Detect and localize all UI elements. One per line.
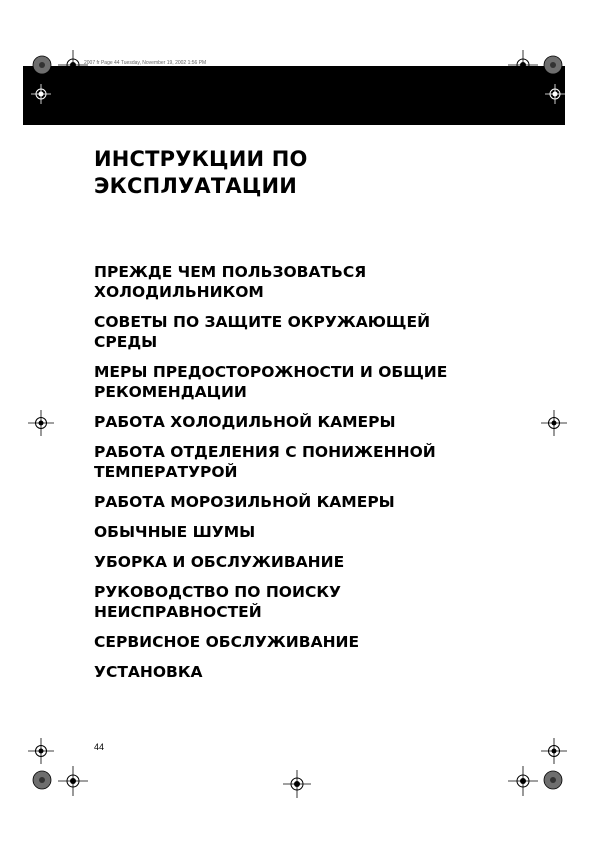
toc-item-line: СОВЕТЫ ПО ЗАЩИТЕ ОКРУЖАЮЩЕЙ <box>94 313 431 331</box>
toc-item-precautions <box>94 362 447 402</box>
registration-crosshair-icon <box>541 738 567 764</box>
registration-gray-disc-icon <box>31 769 53 791</box>
toc-item-line: РАБОТА МОРОЗИЛЬНОЙ КАМЕРЫ <box>94 493 395 511</box>
toc-item-line: МЕРЫ ПРЕДОСТОРОЖНОСТИ И ОБЩИЕ <box>94 363 448 381</box>
registration-crosshair-icon <box>508 766 538 796</box>
registration-inverted-crosshair-icon <box>545 84 565 104</box>
toc-item-line: НЕИСПРАВНОСТЕЙ <box>94 603 262 621</box>
registration-crosshair-icon <box>58 50 88 80</box>
toc-item-line: РАБОТА ХОЛОДИЛЬНОЙ КАМЕРЫ <box>94 413 396 431</box>
registration-crosshair-icon <box>283 770 311 798</box>
toc-item-installation <box>94 662 447 682</box>
toc-item-line: ХОЛОДИЛЬНИКОМ <box>94 283 264 301</box>
toc-item-noises <box>94 522 447 542</box>
print-slug: 2007 fr Page 44 Tuesday, November 19, 2002 1:56 PM <box>84 60 207 66</box>
toc-item-environment <box>94 312 447 352</box>
toc-item-troubleshooting <box>94 582 447 622</box>
toc-item-line: РУКОВОДСТВО ПО ПОИСКУ <box>94 583 341 601</box>
registration-crosshair-icon <box>28 410 54 436</box>
registration-inverted-crosshair-icon <box>31 84 51 104</box>
registration-gray-disc-icon <box>31 54 53 76</box>
toc-item-line: УСТАНОВКА <box>94 663 203 681</box>
toc-item-low-temp <box>94 442 447 482</box>
toc-item-before-use <box>94 262 447 302</box>
registration-crosshair-icon <box>508 50 538 80</box>
registration-gray-disc-icon <box>542 769 564 791</box>
header-band <box>23 66 565 125</box>
registration-gray-disc-icon <box>542 54 564 76</box>
page-title-line: ЭКСПЛУАТАЦИИ <box>94 174 298 198</box>
toc-item-line: ОБЫЧНЫЕ ШУМЫ <box>94 523 256 541</box>
registration-crosshair-icon <box>58 766 88 796</box>
page-number: 44 <box>94 742 105 752</box>
toc-item-line: УБОРКА И ОБСЛУЖИВАНИЕ <box>94 553 345 571</box>
toc-item-cleaning <box>94 552 447 572</box>
toc-item-line: РЕКОМЕНДАЦИИ <box>94 383 247 401</box>
registration-crosshair-icon <box>28 738 54 764</box>
page-title <box>94 146 308 200</box>
toc-item-line: ТЕМПЕРАТУРОЙ <box>94 463 238 481</box>
toc-item-refrigerator <box>94 412 447 432</box>
toc-item-line: РАБОТА ОТДЕЛЕНИЯ С ПОНИЖЕННОЙ <box>94 443 436 461</box>
page-title-line: ИНСТРУКЦИИ ПО <box>94 147 308 171</box>
registration-crosshair-icon <box>541 410 567 436</box>
table-of-contents <box>94 262 447 682</box>
toc-item-service <box>94 632 447 652</box>
toc-item-freezer <box>94 492 447 512</box>
toc-item-line: СЕРВИСНОЕ ОБСЛУЖИВАНИЕ <box>94 633 360 651</box>
toc-item-line: ПРЕЖДЕ ЧЕМ ПОЛЬЗОВАТЬСЯ <box>94 263 367 281</box>
toc-item-line: СРЕДЫ <box>94 333 158 351</box>
